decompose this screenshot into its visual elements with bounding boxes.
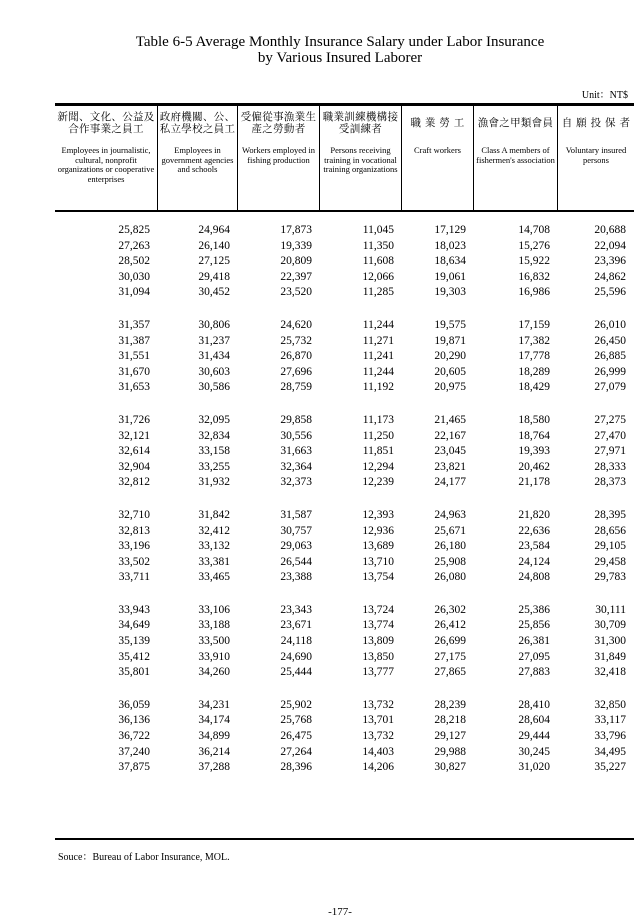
table-cell: 18,289: [518, 365, 550, 378]
table-row: [55, 350, 634, 366]
table-cell: 31,842: [198, 508, 230, 521]
table-title: [0, 34, 640, 66]
table-cell: 37,240: [118, 745, 150, 758]
table-row: [55, 286, 634, 302]
table-cell: 25,671: [434, 524, 466, 537]
table-cell: 24,118: [280, 635, 312, 648]
column-header-en: Voluntary insured persons: [565, 145, 627, 165]
table-cell: 27,971: [594, 445, 626, 458]
table-cell: 19,339: [280, 239, 312, 252]
table-cell: 31,020: [518, 761, 550, 774]
table-cell: 36,722: [118, 730, 150, 743]
table-cell: 17,159: [518, 318, 550, 331]
table-cell: 33,502: [118, 555, 150, 568]
column-header-zh: 受僱從事漁業生產之勞動者: [240, 111, 317, 135]
column-header-zh: 職業訓練機構接受訓練者: [322, 111, 399, 135]
table-cell: 11,608: [362, 255, 394, 268]
table-cell: 33,117: [594, 714, 626, 727]
table-cell: 18,429: [518, 381, 550, 394]
table-row: [55, 319, 634, 335]
table-cell: 30,556: [280, 429, 312, 442]
table-cell: 17,129: [434, 224, 466, 236]
table-cell: 30,586: [198, 381, 230, 394]
column-header: [320, 106, 402, 210]
table-cell: 37,288: [198, 761, 230, 774]
table-cell: 32,373: [280, 476, 312, 489]
table-cell: 27,696: [280, 365, 312, 378]
column-header-en: Class A members of fishermen's association: [476, 145, 555, 165]
table-cell: 26,450: [594, 334, 626, 347]
table-cell: 28,333: [594, 460, 626, 473]
table-cell: 17,382: [518, 334, 550, 347]
table-row: [55, 461, 634, 477]
unit-label: Unit：NT$: [581, 90, 628, 101]
table-cell: 36,136: [118, 714, 150, 727]
table-cell: 34,231: [198, 698, 230, 711]
table-cell: 33,255: [198, 460, 230, 473]
table-cell: 29,458: [594, 555, 626, 568]
table-row: [55, 335, 634, 351]
table-cell: 30,111: [595, 603, 626, 616]
table-cell: 29,858: [280, 413, 312, 426]
table-cell: 11,271: [362, 334, 394, 347]
table-cell: 31,670: [118, 365, 150, 378]
row-group: [55, 319, 634, 397]
row-group: [55, 604, 634, 682]
table-cell: 25,444: [280, 666, 312, 679]
table-cell: 29,127: [434, 730, 466, 743]
table-cell: 35,227: [594, 761, 626, 774]
row-group: [55, 224, 634, 302]
table-cell: 26,544: [280, 555, 312, 568]
table-cell: 18,580: [518, 413, 550, 426]
table-cell: 20,975: [434, 381, 466, 394]
table-cell: 11,285: [362, 286, 394, 299]
table-cell: 11,244: [362, 318, 394, 331]
table-cell: 32,095: [198, 413, 230, 426]
table-cell: 26,180: [434, 540, 466, 553]
table-row: [55, 666, 634, 682]
table-row: [55, 271, 634, 287]
table-row: [55, 699, 634, 715]
table-cell: 12,936: [362, 524, 394, 537]
table-cell: 11,241: [362, 350, 394, 363]
table-cell: 23,343: [280, 603, 312, 616]
column-header: [238, 106, 320, 210]
table-cell: 26,412: [434, 619, 466, 632]
table-cell: 24,124: [518, 555, 550, 568]
table-cell: 19,871: [434, 334, 466, 347]
table-cell: 13,732: [362, 698, 394, 711]
table-cell: 25,768: [280, 714, 312, 727]
table-cell: 30,757: [280, 524, 312, 537]
table-row: [55, 714, 634, 730]
table-cell: 15,922: [518, 255, 550, 268]
table-cell: 31,726: [118, 413, 150, 426]
table-cell: 26,699: [434, 635, 466, 648]
table-cell: 29,105: [594, 540, 626, 553]
table-cell: 13,710: [362, 555, 394, 568]
table-cell: 21,820: [518, 508, 550, 521]
table-cell: 27,175: [434, 650, 466, 663]
table-cell: 11,350: [362, 239, 394, 252]
table-cell: 19,575: [434, 318, 466, 331]
row-group: [55, 699, 634, 777]
table-cell: 16,832: [518, 270, 550, 283]
table-cell: 35,139: [118, 635, 150, 648]
table-cell: 20,290: [434, 350, 466, 363]
table-cell: 24,690: [280, 650, 312, 663]
table-row: [55, 240, 634, 256]
table-cell: 26,010: [594, 318, 626, 331]
column-header-zh: 職 業 勞 工: [410, 117, 465, 129]
table-cell: 11,851: [362, 445, 394, 458]
table-cell: 23,388: [280, 571, 312, 584]
page-number: -177-: [328, 906, 352, 918]
table-cell: 11,173: [362, 413, 394, 426]
table-cell: 34,649: [118, 619, 150, 632]
table-cell: 23,584: [518, 540, 550, 553]
table-row: [55, 414, 634, 430]
table-cell: 27,470: [594, 429, 626, 442]
table-cell: 32,710: [118, 508, 150, 521]
table-cell: 32,614: [118, 445, 150, 458]
column-header: [558, 106, 634, 210]
table-row: [55, 430, 634, 446]
table-cell: 13,809: [362, 635, 394, 648]
table-cell: 36,214: [198, 745, 230, 758]
table-cell: 27,079: [594, 381, 626, 394]
table-cell: 11,045: [362, 224, 394, 236]
table-cell: 33,500: [198, 635, 230, 648]
table-cell: 33,796: [594, 730, 626, 743]
table-cell: 37,875: [118, 761, 150, 774]
table-cell: 13,724: [362, 603, 394, 616]
table-row: [55, 224, 634, 240]
table-row: [55, 730, 634, 746]
salary-table: [55, 103, 634, 777]
table-cell: 25,856: [518, 619, 550, 632]
table-cell: 35,801: [118, 666, 150, 679]
column-header-zh: 新聞、文化、公益及合作事業之員工: [57, 111, 155, 135]
table-cell: 23,045: [434, 445, 466, 458]
row-group: [55, 509, 634, 587]
table-cell: 30,245: [518, 745, 550, 758]
table-cell: 28,218: [434, 714, 466, 727]
table-cell: 32,834: [198, 429, 230, 442]
table-cell: 30,709: [594, 619, 626, 632]
table-cell: 26,475: [280, 730, 312, 743]
table-cell: 32,364: [280, 460, 312, 473]
table-cell: 25,902: [280, 698, 312, 711]
table-cell: 12,393: [362, 508, 394, 521]
table-cell: 30,827: [434, 761, 466, 774]
table-row: [55, 556, 634, 572]
table-cell: 19,393: [518, 445, 550, 458]
table-cell: 29,418: [198, 270, 230, 283]
table-cell: 29,063: [280, 540, 312, 553]
table-cell: 34,495: [594, 745, 626, 758]
column-header-en: Workers employed in fishing production: [242, 145, 315, 165]
table-cell: 31,094: [118, 286, 150, 299]
table-cell: 22,094: [594, 239, 626, 252]
column-header-en: Employees in government agencies and schools: [161, 145, 234, 174]
table-cell: 25,732: [280, 334, 312, 347]
table-cell: 20,462: [518, 460, 550, 473]
table-row: [55, 619, 634, 635]
table-cell: 32,121: [118, 429, 150, 442]
table-cell: 28,604: [518, 714, 550, 727]
table-cell: 27,263: [118, 239, 150, 252]
table-cell: 31,663: [280, 445, 312, 458]
table-cell: 25,908: [434, 555, 466, 568]
table-cell: 14,403: [362, 745, 394, 758]
table-cell: 18,023: [434, 239, 466, 252]
table-cell: 34,260: [198, 666, 230, 679]
table-cell: 31,849: [594, 650, 626, 663]
table-bottom-rule: [55, 838, 634, 840]
table-cell: 28,239: [434, 698, 466, 711]
table-cell: 12,066: [362, 270, 394, 283]
table-cell: 26,999: [594, 365, 626, 378]
table-cell: 34,899: [198, 730, 230, 743]
table-cell: 27,264: [280, 745, 312, 758]
column-header: [55, 106, 158, 210]
column-header-zh: 漁會之甲類會員: [477, 117, 554, 129]
table-row: [55, 540, 634, 556]
column-header: [474, 106, 558, 210]
table-cell: 21,465: [434, 413, 466, 426]
table-cell: 30,452: [198, 286, 230, 299]
table-cell: 25,386: [518, 603, 550, 616]
table-cell: 21,178: [518, 476, 550, 489]
table-cell: 24,620: [280, 318, 312, 331]
table-cell: 13,754: [362, 571, 394, 584]
table-cell: 33,465: [198, 571, 230, 584]
table-cell: 20,809: [280, 255, 312, 268]
column-header-zh: 自 願 投 保 者: [561, 117, 631, 129]
table-cell: 11,250: [362, 429, 394, 442]
table-cell: 16,986: [518, 286, 550, 299]
table-cell: 17,778: [518, 350, 550, 363]
table-cell: 26,885: [594, 350, 626, 363]
table-cell: 15,276: [518, 239, 550, 252]
table-row: [55, 255, 634, 271]
table-cell: 17,873: [280, 224, 312, 236]
table-cell: 22,397: [280, 270, 312, 283]
column-header-en: Persons receiving training in vocational training organizations: [323, 145, 398, 174]
table-row: [55, 445, 634, 461]
table-cell: 26,870: [280, 350, 312, 363]
table-body: [55, 224, 634, 777]
table-cell: 29,783: [594, 571, 626, 584]
table-cell: 28,410: [518, 698, 550, 711]
table-cell: 31,434: [198, 350, 230, 363]
column-header-zh: 政府機關、公、私立學校之員工: [159, 111, 236, 135]
table-cell: 13,777: [362, 666, 394, 679]
table-cell: 24,963: [434, 508, 466, 521]
table-cell: 31,387: [118, 334, 150, 347]
title-line-2: by Various Insured Laborer: [257, 50, 423, 66]
table-cell: 23,520: [280, 286, 312, 299]
table-row: [55, 651, 634, 667]
table-cell: 18,634: [434, 255, 466, 268]
table-cell: 12,239: [362, 476, 394, 489]
table-row: [55, 604, 634, 620]
table-cell: 28,759: [280, 381, 312, 394]
table-cell: 24,964: [198, 224, 230, 236]
table-cell: 13,701: [362, 714, 394, 727]
table-cell: 31,357: [118, 318, 150, 331]
table-cell: 31,653: [118, 381, 150, 394]
row-group: [55, 414, 634, 492]
table-cell: 32,418: [594, 666, 626, 679]
table-cell: 32,850: [594, 698, 626, 711]
table-cell: 33,711: [118, 571, 150, 584]
table-cell: 31,300: [594, 635, 626, 648]
table-cell: 19,303: [434, 286, 466, 299]
table-cell: 30,806: [198, 318, 230, 331]
table-cell: 14,708: [518, 224, 550, 236]
table-cell: 28,502: [118, 255, 150, 268]
table-cell: 27,883: [518, 666, 550, 679]
table-cell: 27,275: [594, 413, 626, 426]
table-cell: 33,188: [198, 619, 230, 632]
table-cell: 31,587: [280, 508, 312, 521]
table-cell: 30,603: [198, 365, 230, 378]
table-row: [55, 635, 634, 651]
table-cell: 27,125: [198, 255, 230, 268]
table-cell: 32,412: [198, 524, 230, 537]
table-cell: 11,244: [362, 365, 394, 378]
table-row: [55, 381, 634, 397]
table-cell: 23,396: [594, 255, 626, 268]
table-cell: 28,373: [594, 476, 626, 489]
table-cell: 26,140: [198, 239, 230, 252]
column-header-en: Employees in journalistic, cultural, nonprofit organizations or cooperative enterprises: [57, 145, 155, 184]
table-cell: 25,596: [594, 286, 626, 299]
table-cell: 35,412: [118, 650, 150, 663]
title-line-1: Table 6-5 Average Monthly Insurance Salary under Labor Insurance: [135, 34, 545, 50]
table-row: [55, 366, 634, 382]
column-header: [158, 106, 238, 210]
table-cell: 11,192: [362, 381, 394, 394]
table-cell: 23,671: [280, 619, 312, 632]
table-cell: 13,732: [362, 730, 394, 743]
table-cell: 32,812: [118, 476, 150, 489]
table-row: [55, 746, 634, 762]
table-cell: 22,167: [434, 429, 466, 442]
table-cell: 26,381: [518, 635, 550, 648]
table-cell: 31,932: [198, 476, 230, 489]
table-cell: 25,825: [118, 224, 150, 236]
source-note: Souce：Bureau of Labor Insurance, MOL.: [58, 852, 230, 863]
table-cell: 32,904: [118, 460, 150, 473]
table-cell: 23,821: [434, 460, 466, 473]
table-cell: 29,444: [518, 730, 550, 743]
table-cell: 29,988: [434, 745, 466, 758]
table-cell: 33,196: [118, 540, 150, 553]
table-cell: 24,862: [594, 270, 626, 283]
table-row: [55, 761, 634, 777]
table-cell: 31,237: [198, 334, 230, 347]
table-row: [55, 476, 634, 492]
table-cell: 26,080: [434, 571, 466, 584]
table-row: [55, 571, 634, 587]
table-header: [55, 103, 634, 212]
table-cell: 27,095: [518, 650, 550, 663]
table-cell: 27,865: [434, 666, 466, 679]
table-cell: 36,059: [118, 698, 150, 711]
table-cell: 28,396: [280, 761, 312, 774]
table-cell: 18,764: [518, 429, 550, 442]
table-cell: 33,132: [198, 540, 230, 553]
table-cell: 12,294: [362, 460, 394, 473]
table-cell: 28,395: [594, 508, 626, 521]
table-row: [55, 509, 634, 525]
table-cell: 20,688: [594, 224, 626, 236]
table-cell: 33,943: [118, 603, 150, 616]
table-cell: 14,206: [362, 761, 394, 774]
table-cell: 33,910: [198, 650, 230, 663]
table-cell: 22,636: [518, 524, 550, 537]
table-cell: 28,656: [594, 524, 626, 537]
table-cell: 33,381: [198, 555, 230, 568]
table-cell: 30,030: [118, 270, 150, 283]
table-cell: 24,177: [434, 476, 466, 489]
table-cell: 33,106: [198, 603, 230, 616]
table-cell: 19,061: [434, 270, 466, 283]
table-cell: 13,850: [362, 650, 394, 663]
table-cell: 33,158: [198, 445, 230, 458]
column-header: [402, 106, 474, 210]
table-cell: 13,774: [362, 619, 394, 632]
table-cell: 34,174: [198, 714, 230, 727]
table-row: [55, 525, 634, 541]
table-cell: 26,302: [434, 603, 466, 616]
table-cell: 32,813: [118, 524, 150, 537]
table-cell: 24,808: [518, 571, 550, 584]
table-cell: 13,689: [362, 540, 394, 553]
table-cell: 20,605: [434, 365, 466, 378]
column-header-en: Craft workers: [414, 145, 461, 155]
table-cell: 31,551: [118, 350, 150, 363]
